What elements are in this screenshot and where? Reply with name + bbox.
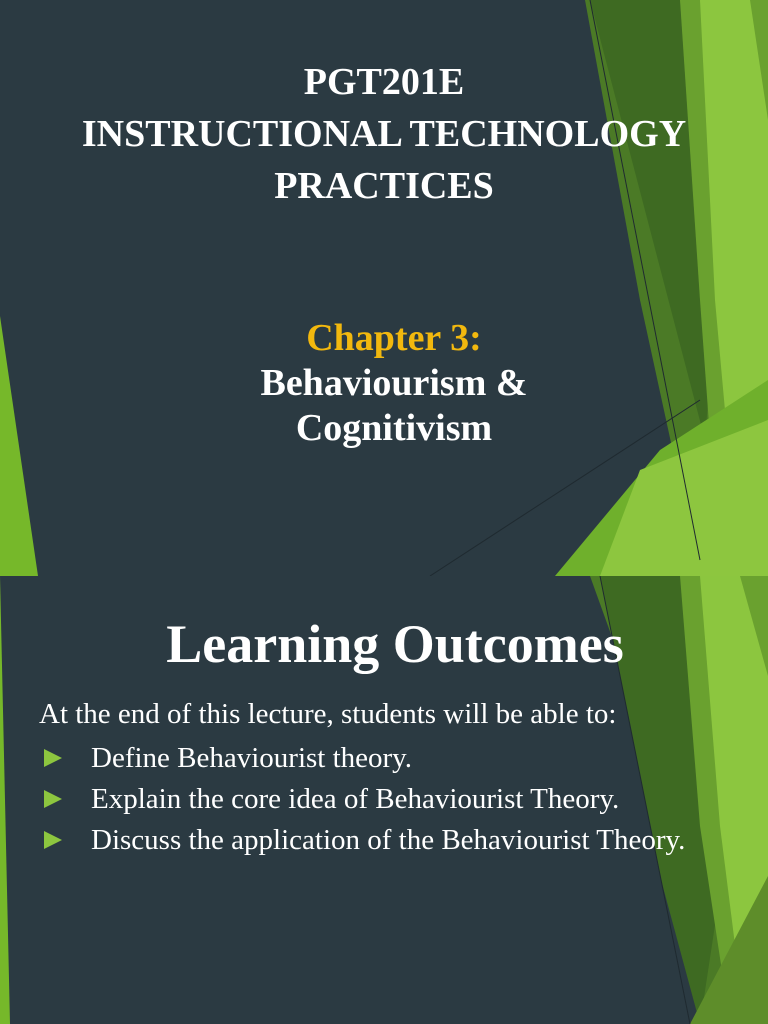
- slide-title: Learning Outcomes: [166, 614, 624, 674]
- list-item: Explain the core idea of Behaviourist Theory.: [42, 779, 691, 820]
- course-title: [0, 56, 768, 212]
- bullet-arrow-icon: [44, 749, 62, 767]
- outcomes-list: [42, 738, 691, 861]
- course-code: PGT201E: [303, 61, 465, 103]
- list-item: Discuss the application of the Behaviourist Theory.: [42, 820, 691, 861]
- chapter-heading: [0, 316, 768, 451]
- intro-text: At the end of this lecture, students will be able to:: [39, 698, 617, 730]
- course-title-line2: PRACTICES: [274, 165, 494, 207]
- course-title-line1: INSTRUCTIONAL TECHNOLOGY: [81, 113, 687, 155]
- list-item: Define Behaviourist theory.: [42, 738, 691, 779]
- learning-outcomes-slide: [0, 576, 768, 1024]
- bullet-arrow-icon: [44, 790, 62, 808]
- bullet-arrow-icon: [44, 831, 62, 849]
- chapter-title-line2: Cognitivism: [295, 407, 493, 449]
- chapter-title-line1: Behaviourism &: [260, 362, 528, 404]
- chapter-label: Chapter 3:: [306, 317, 482, 359]
